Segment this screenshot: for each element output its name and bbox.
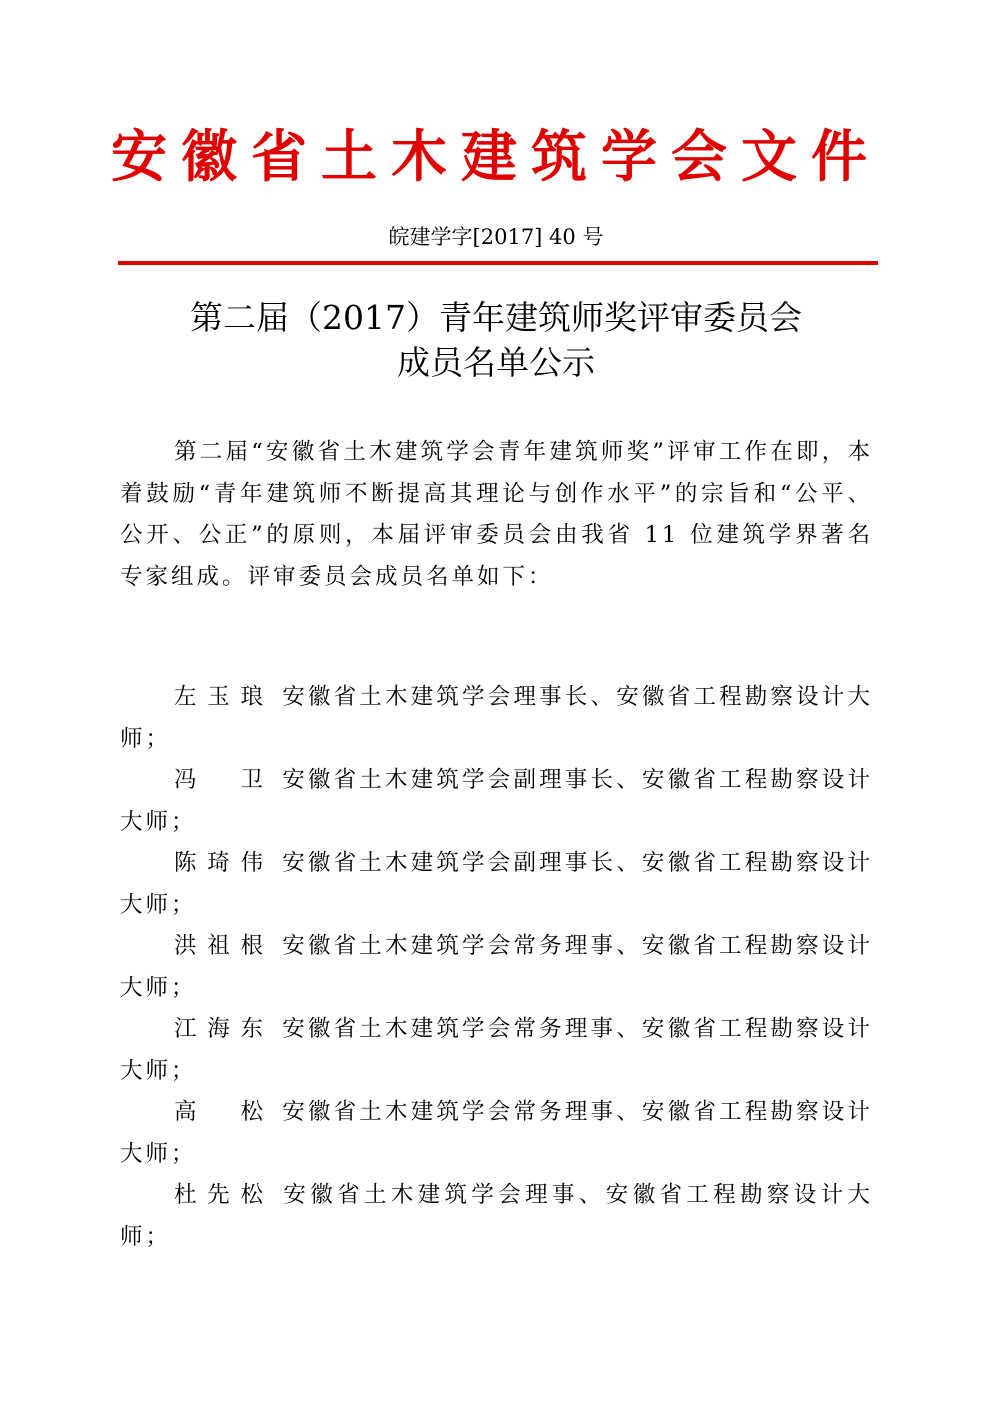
member-list: [120, 677, 873, 1258]
member-name: 陈琦伟: [174, 850, 266, 876]
member-name: 江海东: [174, 1016, 266, 1042]
member-item: [120, 1092, 873, 1175]
member-item: [120, 843, 873, 926]
member-description: 安徽省土木建筑学会理事、安徽省工程勘察设计大师；: [120, 1182, 873, 1250]
member-name: 杜先松: [174, 1182, 266, 1208]
member-item: [120, 1009, 873, 1092]
member-description: 安徽省土木建筑学会常务理事、安徽省工程勘察设计大师；: [120, 1099, 873, 1167]
document-number: 皖建学字[2017] 40 号: [388, 225, 604, 249]
member-description: 安徽省土木建筑学会常务理事、安徽省工程勘察设计大师；: [120, 933, 873, 1001]
org-header-title: 安徽省土木建筑学会文件: [111, 125, 881, 190]
document-title-line-1: 第二届（2017）青年建筑师奖评审委员会: [190, 298, 802, 337]
member-name: 洪祖根: [174, 933, 266, 959]
document-title-line-2: 成员名单公示: [397, 343, 595, 382]
member-item: [120, 760, 873, 843]
member-description: 安徽省土木建筑学会副理事长、安徽省工程勘察设计大师；: [120, 850, 873, 918]
member-item: [120, 926, 873, 1009]
member-description: 安徽省土木建筑学会副理事长、安徽省工程勘察设计大师；: [120, 767, 873, 835]
red-divider-line: [118, 261, 878, 265]
member-description: 安徽省土木建筑学会常务理事、安徽省工程勘察设计大师；: [120, 1016, 873, 1084]
member-description: 安徽省土木建筑学会理事长、安徽省工程勘察设计大师；: [120, 684, 873, 752]
intro-paragraph: 第二届“安徽省土木建筑学会青年建筑师奖”评审工作在即，本着鼓励“青年建筑师不断提高其理论与创作水平”的宗旨和“公平、公开、公正”的原则，本届评审委员会由我省 11 位建筑学界著名专家组成。评审委员会成员名单如下：: [120, 439, 873, 590]
member-name: 冯 卫: [174, 767, 266, 793]
member-name: 高 松: [174, 1099, 266, 1125]
member-item: [120, 677, 873, 760]
member-name: 左玉琅: [174, 684, 266, 710]
member-item: [120, 1175, 873, 1258]
